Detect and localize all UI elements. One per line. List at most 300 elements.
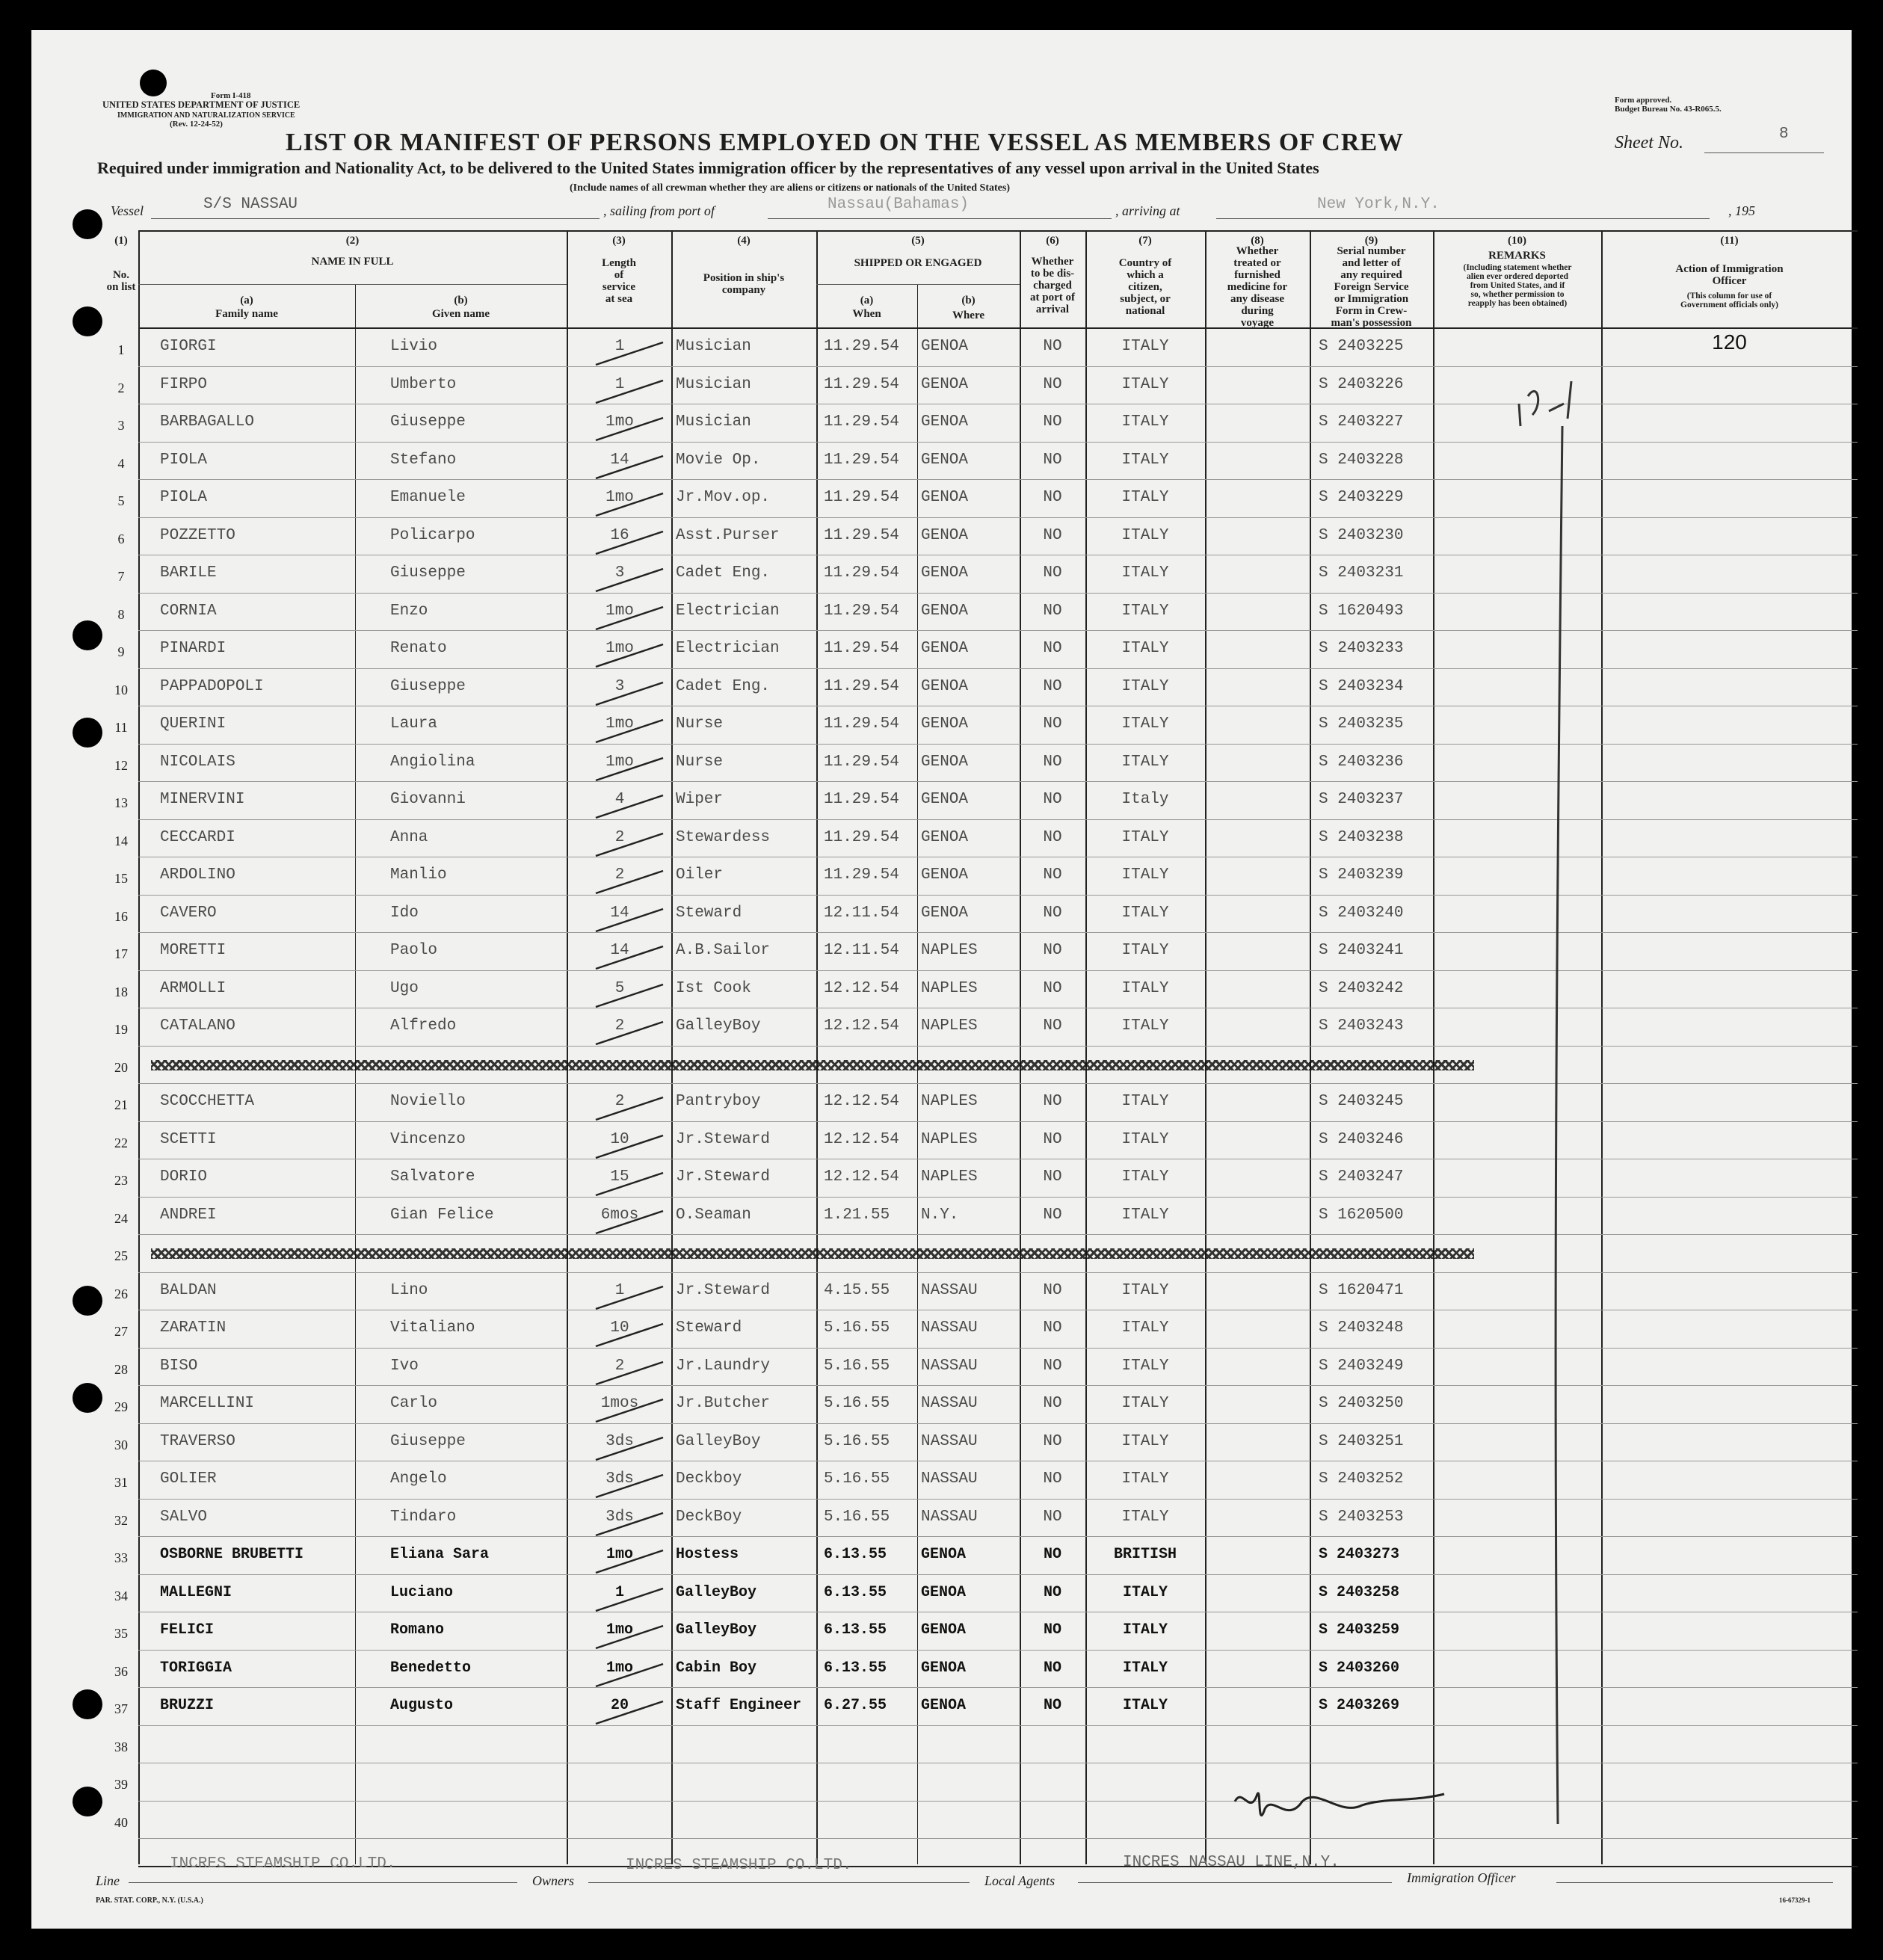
cell-when: 12.12.54 xyxy=(824,1017,899,1035)
cell-country: ITALY xyxy=(1121,1432,1169,1450)
arriving-at-value: New York,N.Y. xyxy=(1317,196,1440,213)
row-number: 17 xyxy=(114,946,128,961)
cell-serial: S 2403245 xyxy=(1319,1093,1404,1110)
check-mark xyxy=(592,601,682,631)
cell-serial: S 2403250 xyxy=(1319,1395,1404,1412)
check-mark xyxy=(592,375,682,404)
cell-when: 6.13.55 xyxy=(824,1659,887,1677)
cell-where: GENOA xyxy=(921,451,969,469)
cell-serial: S 2403248 xyxy=(1319,1319,1404,1337)
cell-family: CATALANO xyxy=(160,1017,235,1035)
check-mark xyxy=(592,1281,682,1310)
cell-position: Jr.Laundry xyxy=(676,1357,771,1375)
col-head-discharged: Whether to be dis- charged at port of arrival xyxy=(1030,256,1075,315)
cell-country: ITALY xyxy=(1121,942,1169,959)
cell-length: 1mo xyxy=(605,1546,633,1563)
punch-hole xyxy=(73,209,102,239)
cell-serial: S 2403269 xyxy=(1319,1697,1400,1714)
cell-serial: S 2403236 xyxy=(1319,753,1404,771)
printer-mark: PAR. STAT. CORP., N.Y. (U.S.A.) xyxy=(96,1896,203,1905)
cell-given: Giuseppe xyxy=(390,1432,466,1450)
col-num-medicine: (8) xyxy=(1251,235,1264,247)
check-mark xyxy=(592,677,682,706)
line-value: INCRES STEAMSHIP CO.LTD. xyxy=(170,1855,396,1873)
cell-length: 14 xyxy=(610,451,629,469)
cell-where: GENOA xyxy=(921,715,969,733)
cell-serial: S 2403258 xyxy=(1319,1583,1400,1601)
cell-where: GENOA xyxy=(921,791,969,808)
cell-length: 3ds xyxy=(605,1432,634,1450)
cell-length: 1mo xyxy=(605,753,634,771)
cell-length: 1mo xyxy=(605,413,634,431)
col-head-action: Action of Immigration Officer xyxy=(1675,263,1784,287)
cell-when: 6.13.55 xyxy=(824,1546,887,1563)
cell-position: Steward xyxy=(676,904,742,922)
check-mark xyxy=(592,1016,682,1046)
cell-family: MORETTI xyxy=(160,942,226,959)
cell-discharged: NO xyxy=(1043,1432,1062,1450)
cell-serial: S 2403253 xyxy=(1319,1508,1404,1526)
local-agents-value: INCRES NASSAU LINE,N.Y. xyxy=(1123,1854,1340,1871)
cell-where: GENOA xyxy=(921,1659,967,1677)
col-head-no: No. on list xyxy=(106,269,136,293)
cell-serial: S 2403252 xyxy=(1319,1470,1404,1488)
cell-country: ITALY xyxy=(1121,1395,1169,1412)
cell-family: BRUZZI xyxy=(160,1697,215,1714)
cell-country: ITALY xyxy=(1121,1319,1169,1337)
check-mark xyxy=(592,903,682,933)
cell-serial: S 2403230 xyxy=(1319,526,1404,544)
cell-length: 3 xyxy=(614,564,625,582)
sheet-no-value: 8 xyxy=(1779,126,1789,143)
cell-discharged: NO xyxy=(1043,1508,1062,1526)
cell-family: SCOCCHETTA xyxy=(160,1093,255,1110)
row-number: 12 xyxy=(114,757,128,773)
cell-discharged: NO xyxy=(1043,715,1062,733)
check-mark xyxy=(592,865,682,895)
cell-serial: S 2403242 xyxy=(1319,979,1404,997)
cell-family: MALLEGNI xyxy=(160,1583,232,1601)
cell-family: BARBAGALLO xyxy=(160,413,255,431)
check-mark xyxy=(592,1432,682,1461)
cell-discharged: NO xyxy=(1043,1281,1062,1299)
cell-discharged: NO xyxy=(1043,1395,1062,1412)
row-number: 21 xyxy=(114,1097,128,1112)
cell-family: PIOLA xyxy=(160,489,208,506)
cell-serial: S 2403241 xyxy=(1319,942,1404,959)
cell-length: 4 xyxy=(614,791,625,808)
cell-country: ITALY xyxy=(1121,904,1169,922)
cell-discharged: NO xyxy=(1043,1583,1061,1601)
cell-given: Giuseppe xyxy=(390,564,466,582)
cell-position: O.Seaman xyxy=(676,1206,751,1224)
row-number: 31 xyxy=(114,1475,128,1490)
page-subtitle: Required under immigration and Nationality Act, to be delivered to the United States immigration officer by the representatives of any vessel upon arrival in the United States xyxy=(97,158,1319,177)
cell-serial: S 2403249 xyxy=(1319,1357,1404,1375)
row-number: 19 xyxy=(114,1022,128,1037)
cell-position: Cadet Eng. xyxy=(676,564,771,582)
cell-family: PIOLA xyxy=(160,451,208,469)
cell-given: Alfredo xyxy=(390,1017,457,1035)
cell-where: GENOA xyxy=(921,1697,967,1714)
row-number: 26 xyxy=(114,1286,128,1301)
vessel-value: S/S NASSAU xyxy=(203,196,298,213)
cell-when: 12.12.54 xyxy=(824,1168,899,1186)
vessel-label: Vessel xyxy=(111,203,144,218)
cell-country: ITALY xyxy=(1122,1659,1168,1677)
cell-family: BISO xyxy=(160,1357,198,1375)
cell-when: 11.29.54 xyxy=(824,715,899,733)
cell-position: Hostess xyxy=(676,1546,739,1563)
cell-family: BARILE xyxy=(160,564,217,582)
cell-country: ITALY xyxy=(1121,1168,1169,1186)
cell-country: ITALY xyxy=(1121,375,1169,393)
cell-family: POZZETTO xyxy=(160,526,235,544)
cell-given: Gian Felice xyxy=(390,1206,494,1224)
row-number: 3 xyxy=(117,418,125,433)
cell-where: NASSAU xyxy=(921,1432,978,1450)
cell-where: GENOA xyxy=(921,904,969,922)
cell-discharged: NO xyxy=(1043,677,1062,695)
cell-country: ITALY xyxy=(1121,338,1169,355)
cell-country: ITALY xyxy=(1121,1206,1169,1224)
cell-given: Anna xyxy=(390,828,428,846)
cell-length: 6mos xyxy=(600,1206,639,1224)
form-approved: Form approved. xyxy=(1615,96,1672,105)
cell-given: Stefano xyxy=(390,451,457,469)
row-number: 25 xyxy=(114,1248,128,1263)
cell-country: ITALY xyxy=(1121,602,1169,620)
check-mark xyxy=(592,1620,682,1650)
col-num-country: (7) xyxy=(1138,235,1152,247)
check-mark xyxy=(592,1507,682,1537)
cell-when: 5.16.55 xyxy=(824,1432,890,1450)
cell-country: ITALY xyxy=(1121,753,1169,771)
cell-discharged: NO xyxy=(1043,979,1062,997)
cell-country: ITALY xyxy=(1121,451,1169,469)
col-head-remarks-detail: (Including statement whether alien ever ordered deported from United States, and if so, whether permission to reapply has been obtained) xyxy=(1463,263,1572,308)
cell-position: Jr.Butcher xyxy=(676,1395,771,1412)
row-number: 23 xyxy=(114,1173,128,1188)
punch-hole xyxy=(73,1689,102,1719)
col-num-position: (4) xyxy=(737,235,751,247)
cell-family: PAPPADOPOLI xyxy=(160,677,264,695)
cell-position: Jr.Steward xyxy=(676,1130,771,1148)
cell-position: Asst.Purser xyxy=(676,526,780,544)
cell-discharged: NO xyxy=(1043,904,1062,922)
check-mark xyxy=(592,940,682,970)
cell-length: 1mo xyxy=(605,602,634,620)
row-number: 35 xyxy=(114,1626,128,1641)
sailing-from-label: , sailing from port of xyxy=(603,203,715,218)
cell-when: 5.16.55 xyxy=(824,1470,890,1488)
cell-given: Augusto xyxy=(390,1697,454,1714)
cell-where: GENOA xyxy=(921,338,969,355)
cell-discharged: NO xyxy=(1043,1621,1061,1639)
punch-hole xyxy=(73,718,102,748)
cell-discharged: NO xyxy=(1043,1319,1062,1337)
cell-serial: S 2403234 xyxy=(1319,677,1404,695)
budget-bureau: Budget Bureau No. 43-R065.5. xyxy=(1615,105,1722,114)
cell-when: 5.16.55 xyxy=(824,1508,890,1526)
cell-position: Jr.Steward xyxy=(676,1168,771,1186)
cell-serial: S 1620493 xyxy=(1319,602,1404,620)
cell-length: 10 xyxy=(610,1130,629,1148)
cell-given: Vincenzo xyxy=(390,1130,466,1148)
row-number: 39 xyxy=(114,1777,128,1792)
cell-length: 3 xyxy=(614,677,625,695)
cell-given: Manlio xyxy=(390,866,447,884)
cell-given: Vitaliano xyxy=(390,1319,475,1337)
cell-where: GENOA xyxy=(921,413,969,431)
cell-country: ITALY xyxy=(1121,1093,1169,1110)
cell-family: TORIGGIA xyxy=(160,1659,232,1677)
col-head-shipped: SHIPPED OR ENGAGED xyxy=(854,257,982,269)
col-head-length: Length of service at sea xyxy=(602,257,636,305)
cell-length: 1 xyxy=(614,338,625,355)
cell-when: 5.16.55 xyxy=(824,1319,890,1337)
cell-length: 14 xyxy=(610,942,629,959)
cell-where: NAPLES xyxy=(921,979,978,997)
cell-where: NAPLES xyxy=(921,1168,978,1186)
cell-position: Nurse xyxy=(676,753,724,771)
cell-country: ITALY xyxy=(1121,489,1169,506)
punch-hole xyxy=(73,620,102,650)
cell-discharged: NO xyxy=(1043,640,1062,657)
cell-country: ITALY xyxy=(1121,564,1169,582)
cell-length: 10 xyxy=(610,1319,629,1337)
check-mark xyxy=(592,1393,682,1423)
cell-country: ITALY xyxy=(1121,866,1169,884)
cell-position: Cadet Eng. xyxy=(676,677,771,695)
cell-position: DeckBoy xyxy=(676,1508,742,1526)
cell-family: TRAVERSO xyxy=(160,1432,235,1450)
immigration-officer-label: Immigration Officer xyxy=(1407,1870,1516,1885)
cell-when: 12.11.54 xyxy=(824,904,899,922)
col-head-position: Position in ship's company xyxy=(703,272,785,296)
cell-discharged: NO xyxy=(1043,1546,1061,1563)
cell-family: MARCELLINI xyxy=(160,1395,255,1412)
cell-position: GalleyBoy xyxy=(676,1621,757,1639)
cell-where: NASSAU xyxy=(921,1357,978,1375)
check-mark xyxy=(592,336,682,366)
cell-length: 3ds xyxy=(605,1470,634,1488)
cell-when: 11.29.54 xyxy=(824,677,899,695)
check-mark xyxy=(592,1091,682,1121)
cell-family: SALVO xyxy=(160,1508,208,1526)
cell-country: ITALY xyxy=(1121,1017,1169,1035)
cell-where: GENOA xyxy=(921,677,969,695)
cell-length: 1mo xyxy=(605,715,634,733)
row-number: 4 xyxy=(117,455,125,471)
cell-family: ARDOLINO xyxy=(160,866,235,884)
cell-given: Tindaro xyxy=(390,1508,457,1526)
cell-discharged: NO xyxy=(1043,942,1062,959)
cell-discharged: NO xyxy=(1043,1130,1062,1148)
owners-label: Owners xyxy=(532,1873,575,1888)
department: UNITED STATES DEPARTMENT OF JUSTICE xyxy=(102,99,301,110)
check-mark xyxy=(592,526,682,555)
cell-position: Nurse xyxy=(676,715,724,733)
row-number: 16 xyxy=(114,908,128,924)
cell-position: Musician xyxy=(676,375,751,393)
cell-discharged: NO xyxy=(1043,375,1062,393)
cell-given: Giovanni xyxy=(390,791,466,808)
cell-serial: S 2403238 xyxy=(1319,828,1404,846)
cell-where: NASSAU xyxy=(921,1470,978,1488)
cell-given: Benedetto xyxy=(390,1659,472,1677)
cell-when: 11.29.54 xyxy=(824,338,899,355)
cell-length: 2 xyxy=(614,866,625,884)
cell-given: Romano xyxy=(390,1621,445,1639)
cell-discharged: NO xyxy=(1043,791,1062,808)
cell-given: Giuseppe xyxy=(390,677,466,695)
check-mark xyxy=(592,1167,682,1197)
row-number: 2 xyxy=(117,380,125,395)
col-num-length: (3) xyxy=(612,235,626,247)
cell-serial: S 2403233 xyxy=(1319,640,1404,657)
col-head-when: When xyxy=(852,308,881,320)
cell-country: ITALY xyxy=(1121,677,1169,695)
cell-when: 5.16.55 xyxy=(824,1357,890,1375)
cell-discharged: NO xyxy=(1043,866,1062,884)
cell-family: CORNIA xyxy=(160,602,217,620)
cell-family: BALDAN xyxy=(160,1281,217,1299)
cell-family: CAVERO xyxy=(160,904,217,922)
punch-hole xyxy=(73,306,102,336)
cell-position: Oiler xyxy=(676,866,724,884)
cell-family: ZARATIN xyxy=(160,1319,226,1337)
cell-position: Pantryboy xyxy=(676,1093,761,1110)
cell-when: 11.29.54 xyxy=(824,602,899,620)
col-head-given-b: (b) xyxy=(454,295,468,306)
row-number: 8 xyxy=(117,606,125,622)
cell-when: 12.12.54 xyxy=(824,1130,899,1148)
manifest-page xyxy=(31,30,1852,1929)
cell-serial: S 2403235 xyxy=(1319,715,1404,733)
cell-length: 1mo xyxy=(605,1621,633,1639)
cell-when: 11.29.54 xyxy=(824,451,899,469)
cell-where: GENOA xyxy=(921,1546,967,1563)
service: IMMIGRATION AND NATURALIZATION SERVICE xyxy=(117,111,295,120)
cell-where: GENOA xyxy=(921,564,969,582)
cell-where: GENOA xyxy=(921,640,969,657)
cell-where: GENOA xyxy=(921,375,969,393)
col-head-country: Country of which a citizen, subject, or national xyxy=(1118,257,1172,317)
row-number: 6 xyxy=(117,531,125,546)
cell-given: Enzo xyxy=(390,602,428,620)
cell-when: 12.12.54 xyxy=(824,1093,899,1110)
cell-country: Italy xyxy=(1121,791,1169,808)
cell-when: 11.29.54 xyxy=(824,413,899,431)
cell-country: ITALY xyxy=(1121,828,1169,846)
cell-where: NASSAU xyxy=(921,1319,978,1337)
form-number: Form I-418 xyxy=(211,91,251,100)
cell-where: NASSAU xyxy=(921,1281,978,1299)
col-head-where: Where xyxy=(952,309,985,321)
cell-where: GENOA xyxy=(921,1583,967,1601)
row-number: 13 xyxy=(114,795,128,810)
cell-position: Steward xyxy=(676,1319,742,1337)
cell-given: Ugo xyxy=(390,979,419,997)
cell-country: ITALY xyxy=(1121,413,1169,431)
punch-hole xyxy=(73,1383,102,1413)
check-mark xyxy=(592,1130,682,1159)
row-number: 22 xyxy=(114,1135,128,1150)
col-head-name: NAME IN FULL xyxy=(311,256,394,268)
crossed-out-row xyxy=(151,1060,1474,1070)
cell-length: 1mo xyxy=(605,489,634,506)
cell-length: 1 xyxy=(614,1281,625,1299)
row-number: 1 xyxy=(117,342,125,357)
cell-when: 6.13.55 xyxy=(824,1621,887,1639)
punch-hole xyxy=(140,70,167,96)
cell-country: BRITISH xyxy=(1113,1546,1177,1563)
cell-discharged: NO xyxy=(1043,1357,1062,1375)
col-head-serial: Serial number and letter of any required Foreign Service or Immigration Form in Crew- man's possession xyxy=(1331,245,1412,329)
check-mark xyxy=(592,1544,682,1574)
check-mark xyxy=(592,1583,682,1612)
cell-family: GOLIER xyxy=(160,1470,217,1488)
cell-serial: S 2403237 xyxy=(1319,791,1404,808)
row-number: 14 xyxy=(114,833,128,848)
cell-serial: S 2403273 xyxy=(1319,1546,1400,1563)
col-num-shipped: (5) xyxy=(911,235,925,247)
row-number: 9 xyxy=(117,644,125,659)
check-mark xyxy=(592,563,682,593)
cell-position: Musician xyxy=(676,338,751,355)
cell-position: Movie Op. xyxy=(676,451,761,469)
owners-value: INCRES STEAMSHIP CO.LTD. xyxy=(626,1857,852,1874)
cell-when: 11.29.54 xyxy=(824,489,899,506)
cell-length: 2 xyxy=(614,1017,625,1035)
cell-given: Ido xyxy=(390,904,419,922)
cell-length: 14 xyxy=(610,904,629,922)
cell-when: 5.16.55 xyxy=(824,1395,890,1412)
cell-given: Paolo xyxy=(390,942,438,959)
cell-where: GENOA xyxy=(921,866,969,884)
row-number: 29 xyxy=(114,1399,128,1414)
cell-family: PINARDI xyxy=(160,640,226,657)
row-number: 24 xyxy=(114,1210,128,1226)
row-number: 7 xyxy=(117,569,125,584)
cell-where: GENOA xyxy=(921,828,969,846)
row-number: 15 xyxy=(114,871,128,886)
cell-family: CECCARDI xyxy=(160,828,235,846)
cell-length: 2 xyxy=(614,1093,625,1110)
cell-discharged: NO xyxy=(1043,753,1062,771)
cell-when: 11.29.54 xyxy=(824,375,899,393)
year-label: , 195 xyxy=(1728,203,1755,218)
row-number: 10 xyxy=(114,682,128,697)
check-mark xyxy=(592,828,682,857)
officer-signature xyxy=(1227,1772,1452,1839)
col-num-name: (2) xyxy=(345,235,360,247)
col-num-remarks: (10) xyxy=(1508,235,1526,247)
col-head-family-a: (a) xyxy=(240,295,253,306)
cell-where: NASSAU xyxy=(921,1508,978,1526)
cell-when: 11.29.54 xyxy=(824,640,899,657)
cell-length: 5 xyxy=(614,979,625,997)
col-num-serial: (9) xyxy=(1364,235,1378,247)
row-number: 40 xyxy=(114,1814,128,1830)
check-mark xyxy=(592,789,682,819)
cell-serial: S 2403227 xyxy=(1319,413,1404,431)
cell-serial: S 2403259 xyxy=(1319,1621,1400,1639)
row-number: 36 xyxy=(114,1663,128,1679)
cell-serial: S 2403243 xyxy=(1319,1017,1404,1035)
cell-serial: S 2403229 xyxy=(1319,489,1404,506)
